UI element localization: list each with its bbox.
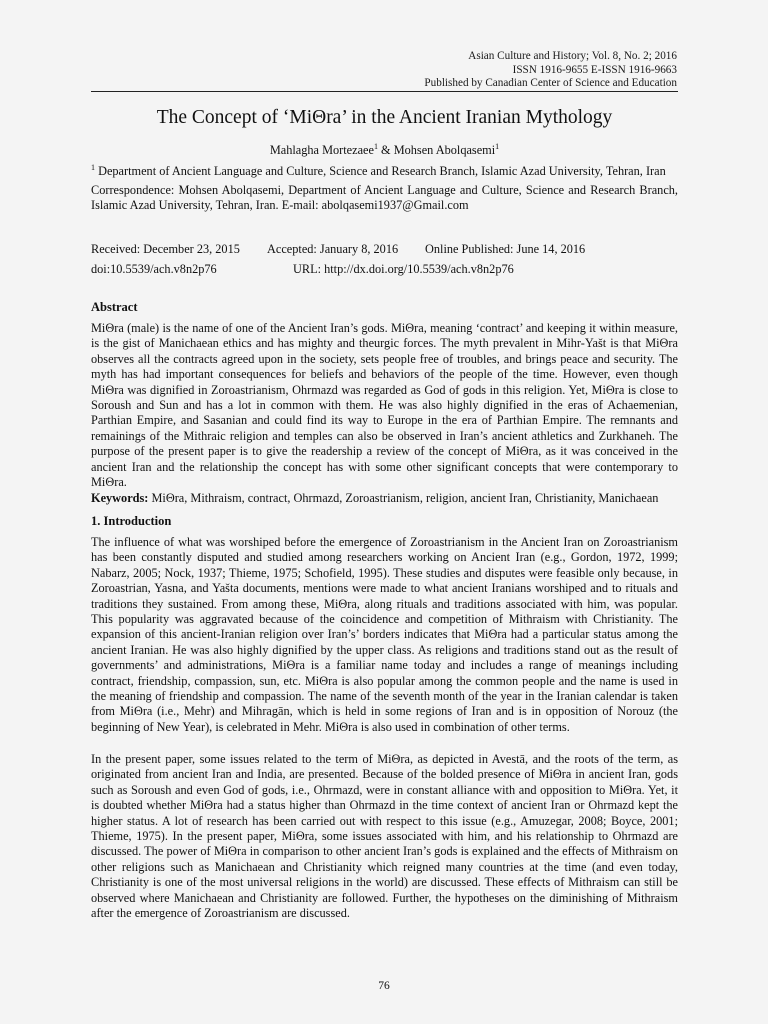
keywords-label: Keywords:: [91, 491, 149, 505]
doi-link[interactable]: doi:10.5539/ach.v8n2p76: [91, 262, 217, 276]
journal-header: [424, 50, 677, 91]
abstract-text: MiΘra (male) is the name of one of the Ancient Iran’s gods. MiΘra, meaning ‘contract’ and keeping it within measure, is the gist of Manichaean ethics and has mighty and theurgic forces. The myth prevalent in Mihr-Yašt is that MiΘra observes all the contracts agreed upon in the society, sets people free of troubles, and brings peace and security. The myth has had important consequences for beliefs and behaviors of the people of the time. However, even though MiΘra was dignified in Zoroastrianism, Ohrmazd was regarded as God of gods in this religion. Yet, MiΘra is close to Soroush and Sun and has a lot in common with them. He was also highly dignified in the eras of Achaemenian, Parthian Empire, and Sasanian and could find its way to Europe in the era of Parthian Empire. The remnants and remainings of the Mithraic religion and temples can also be observed in Iran’s ancient athletics and Zurkhaneh. The purpose of the present paper is to give the readership a review of the concept of MiΘra, as it was conceived in the ancient Iran and the relationship the concept has with some other significant concepts that were contemporary to MiΘra.: [91, 321, 678, 490]
correspondence: Correspondence: Mohsen Abolqasemi, Department of Ancient Language and Culture, Science and Research Branch, Islamic Azad University, Tehran, Iran. E-mail: abolqasemi1937@Gmail.com: [91, 183, 678, 213]
author-affiliation-marker: 1: [495, 141, 500, 151]
published-date: Online Published: June 14, 2016: [425, 242, 586, 256]
author-name: Mahlagha Mortezaee: [269, 143, 374, 157]
affiliation-marker: 1: [91, 162, 95, 172]
keywords-text: MiΘra, Mithraism, contract, Ohrmazd, Zoroastrianism, religion, ancient Iran, Christianity, Manichaean: [148, 491, 659, 505]
journal-publisher: Published by Canadian Center of Science and Education: [424, 77, 677, 89]
introduction-paragraph-2: In the present paper, some issues related to the term of MiΘra, as depicted in Avestā, and the roots of the term, as originated from ancient Iran and India, are presented. Because of the bolded presence of MiΘra in ancient Iran, gods such as Soroush and even God of gods, i.e., Ohrmazd, were in constant alliance with and opposition to MiΘra. Yet, it is doubted whether MiΘra had a status higher than Ohrmazd in the time context of ancient Iran or Ohrmazd kept the higher status. A lot of research has been carried out with respect to this issue (e.g., Amuzegar, 2008; Boyce, 2001; Thieme, 1975). In the present paper, MiΘra, some issues associated with him, and his relationship to Ohrmazd are discussed. The power of MiΘra in comparison to other ancient Iran’s gods is explained and the effects of Mithraism on other religions such as Manichaean and Christianity which reigned many countries at the time (and even today, Christianity is one of the most universal religions in the world) are discussed. These effects of Mithraism can still be observed where Manichaean and Christianity are followed. Further, the hypotheses on the diminishing of Mithraism after the emergence of Zoroastrianism are discussed.: [91, 752, 678, 921]
author-affiliation-marker: 1: [373, 141, 378, 151]
page-number: 76: [378, 980, 390, 992]
author-name: Mohsen Abolqasemi: [393, 143, 496, 157]
paper-title: The Concept of ‘MiΘra’ in the Ancient Iranian Mythology: [156, 107, 613, 128]
header-rule: [91, 91, 678, 92]
journal-issn: ISSN 1916-9655 E-ISSN 1916-9663: [512, 63, 677, 76]
journal-citation: Asian Culture and History; Vol. 8, No. 2; 2016: [468, 50, 677, 62]
received-date: Received: December 23, 2015: [91, 242, 240, 256]
affiliation: [91, 164, 678, 179]
accepted-date: Accepted: January 8, 2016: [267, 242, 399, 256]
abstract-heading: Abstract: [91, 300, 138, 314]
author-list: [91, 143, 678, 158]
keywords: [91, 491, 678, 506]
url-link[interactable]: URL: http://dx.doi.org/10.5539/ach.v8n2p76: [293, 262, 514, 276]
introduction-paragraph-1: The influence of what was worshiped before the emergence of Zoroastrianism in the Ancient Iran on Zoroastrianism has been constantly disputed and studied among researchers working on Ancient Iran (e.g., Gordon, 1972, 1999; Nabarz, 2005; Nock, 1937; Thieme, 1975; Schofield, 1995). These studies and disputes were feasible only because, in Zoroastrian, Yasna, and Yašta documents, mentions were made to what ancient Iranians worshiped and to rituals and traditions they sustained. From among these, MiΘra, along rituals and traditions associated with him, was popular. This popularity was aggravated because of the coincidence and competition of Mithraism with Christianity. The expansion of this ancient-Iranian religion over Iran’s’ borders indicates that MiΘra had a particular status among the ancient Iranian. He was also highly dignified by the upper class. As religions and traditions stand out as the result of governments’ and administrations, MiΘra is a familiar name today and includes a range of meanings including contract, friendship, compassion, sun, etc. MiΘra is also popular among the common people and the name is used in the meaning of friendship and compassion. The name of the seventh month of the year in the Iranian calendar is taken from MiΘra (i.e., Mehr) and Mihragān, which is held in some regions of Iran and is in opposition of Norouz (the beginning of New Year), is celebrated in Mehr. MiΘra is also used in combination of other terms.: [91, 535, 678, 734]
author-separator: &: [377, 143, 394, 157]
affiliation-text: Department of Ancient Language and Culture, Science and Research Branch, Islamic Azad University, Tehran, Iran: [95, 164, 666, 178]
introduction-heading: 1. Introduction: [91, 514, 172, 528]
